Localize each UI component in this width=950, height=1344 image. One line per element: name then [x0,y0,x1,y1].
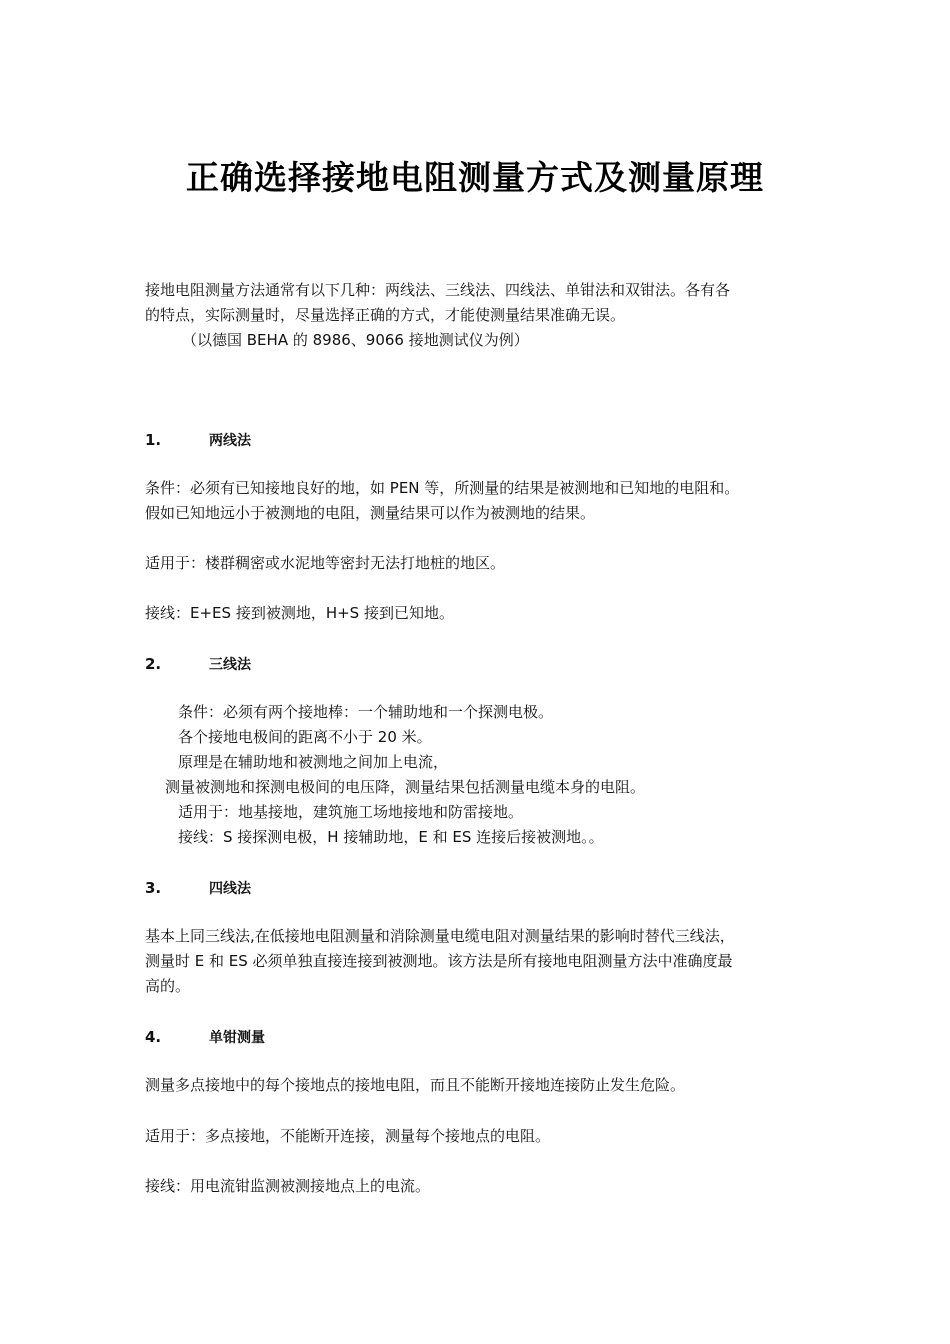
section-number: 2. [145,655,162,673]
section-number: 3. [145,879,162,897]
paragraph-line: 接线：用电流钳监测被测接地点上的电流。 [145,1177,431,1195]
paragraph-line: 条件：必须有已知接地良好的地，如 PEN 等，所测量的结果是被测地和已知地的电阻和。 [145,479,740,497]
paragraph-line: 适用于：地基接地，建筑施工场地接地和防雷接地。 [178,803,524,821]
section-number: 4. [145,1028,162,1046]
intro-line-3: （以德国 BEHA 的 8986、9066 接地测试仪为例） [182,331,529,349]
paragraph-line: 适用于：多点接地，不能断开连接，测量每个接地点的电阻。 [145,1127,551,1145]
section-name: 单钳测量 [209,1030,265,1046]
paragraph-line: 高的。 [145,977,191,995]
paragraph-line: 测量多点接地中的每个接地点的接地电阻，而且不能断开接地连接防止发生危险。 [145,1076,686,1094]
section-heading-2 [145,654,251,674]
intro-line-1: 接地电阻测量方法通常有以下几种：两线法、三线法、四线法、单钳法和双钳法。各有各 [145,281,731,299]
paragraph-line: 基本上同三线法,在低接地电阻测量和消除测量电缆电阻对测量结果的影响时替代三线法， [145,927,735,945]
paragraph-line: 测量被测地和探测电极间的电压降，测量结果包括测量电缆本身的电阻。 [165,778,646,796]
section-name: 两线法 [209,433,251,449]
paragraph-line: 各个接地电极间的距离不小于 20 米。 [178,728,432,746]
paragraph-line: 条件：必须有两个接地棒：一个辅助地和一个探测电极。 [178,703,554,721]
paragraph-line: 测量时 E 和 ES 必须单独直接连接到被测地。该方法是所有接地电阻测量方法中准确度最 [145,952,733,970]
paragraph-line: 原理是在辅助地和被测地之间加上电流， [178,753,449,771]
document-title: 正确选择接地电阻测量方式及测量原理 [186,158,764,197]
intro-line-2: 的特点，实际测量时，尽量选择正确的方式，才能使测量结果准确无误。 [145,306,626,324]
paragraph-line: 接线：E+ES 接到被测地，H+S 接到已知地。 [145,604,454,622]
section-heading-4 [145,1027,265,1047]
section-heading-3 [145,878,251,898]
section-name: 三线法 [209,657,251,673]
section-number: 1. [145,431,162,449]
section-heading-1 [145,430,251,450]
paragraph-line: 接线：S 接探测电极，H 接辅助地，E 和 ES 连接后接被测地。。 [178,828,604,846]
section-name: 四线法 [209,881,251,897]
paragraph-line: 假如已知地远小于被测地的电阻，测量结果可以作为被测地的结果。 [145,504,596,522]
paragraph-line: 适用于：楼群稠密或水泥地等密封无法打地桩的地区。 [145,554,506,572]
